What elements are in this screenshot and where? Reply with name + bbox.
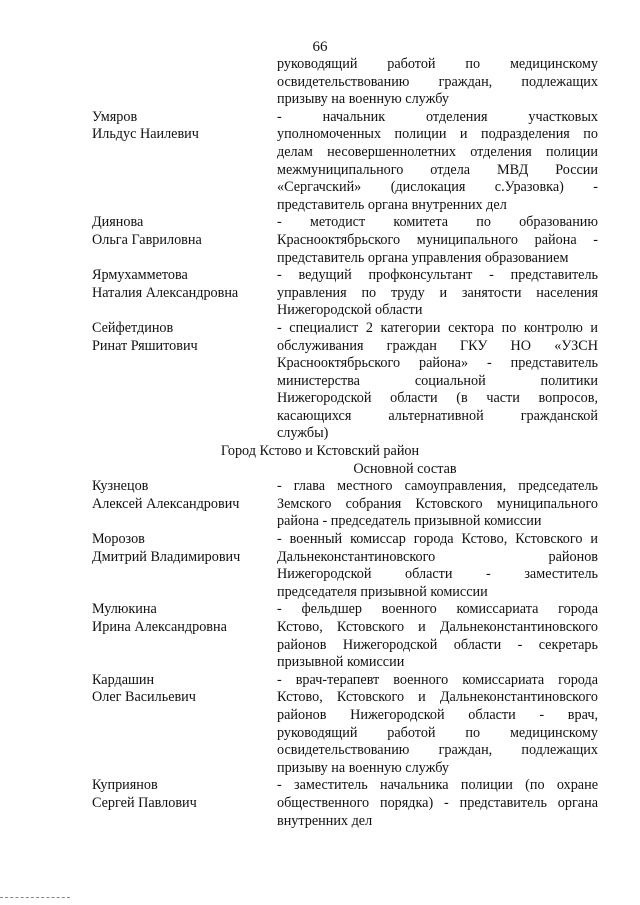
member-role: - заместитель начальника полиции (по охране общественного порядка) - представитель органа внутренних дел	[277, 777, 598, 829]
member-name: Куприянов Сергей Павлович	[92, 777, 197, 811]
member-entry	[92, 531, 598, 601]
bottom-divider	[0, 897, 70, 899]
member-entry	[92, 601, 598, 671]
member-role: - фельдшер военного комиссариата города Кстово, Кстовского и Дальнеконстантиновского районов Нижегородской области - секретарь призывной комиссии	[277, 601, 598, 671]
member-role: - врач-терапевт военного комиссариата города Кстово, Кстовского и Дальнеконстантиновского районов Нижегородской области - врач, руководящий работой по медицинскому освидетельствованию граждан, подлежащих призыву на военную службу	[277, 671, 598, 776]
member-name: Диянова Ольга Гавриловна	[92, 214, 202, 248]
member-role: - ведущий профконсультант - представитель управления по труду и занятости населения Нижегородской области	[277, 267, 598, 319]
section-subheading: Основной состав	[353, 460, 457, 477]
member-entry	[92, 320, 598, 443]
member-role: - методист комитета по образованию Краснооктябрьского муниципального района - представитель органа управления образованием	[277, 214, 598, 266]
member-role: - специалист 2 категории сектора по контролю и обслуживания граждан ГКУ НО «УЗСН Краснооктябрьского района» - представитель министерства социальной политики Нижегородской области (в части вопросов, касающихся альтернативной гражданской службы)	[277, 319, 598, 442]
member-name: Сейфетдинов Ринат Ряшитович	[92, 319, 198, 354]
member-name: Кузнецов Алексей Александрович	[92, 478, 240, 512]
member-name: Морозов Дмитрий Владимирович	[92, 531, 241, 565]
member-name: Кардашин Олег Васильевич	[92, 671, 196, 706]
entry-description: руководящий работой по медицинскому освидетельствованию граждан, подлежащих призыву на военную службу	[277, 56, 598, 108]
member-entry	[92, 777, 598, 830]
member-name: Ярмухамметова Наталия Александровна	[92, 267, 239, 301]
member-role: - глава местного самоуправления, председатель Земского собрания Кстовского муниципального района - председатель призывной комиссии	[277, 478, 598, 530]
member-role: - военный комиссар города Кстово, Кстовского и Дальнеконстантиновского районов Нижегородской области - заместитель председателя призывной комиссии	[277, 531, 598, 600]
member-role: - начальник отделения участковых уполномоченных полиции и подразделения по делам несовершеннолетних отделения полиции межмуниципального отдела МВД России «Сергачский» (дислокация с.Уразовка) - представитель органа внутренних дел	[277, 108, 598, 213]
continuation-entry	[92, 56, 598, 109]
member-entry	[92, 267, 598, 320]
member-entry	[92, 109, 598, 215]
page-number: 66	[312, 39, 328, 55]
member-name: Умяров Ильдус Наилевич	[92, 108, 199, 143]
member-entry	[92, 478, 598, 531]
member-entry	[92, 672, 598, 778]
commission-list	[92, 56, 598, 830]
section-heading: Город Кстово и Кстовский район	[220, 443, 420, 460]
member-entry	[92, 214, 598, 267]
member-name: Мулюкина Ирина Александровна	[92, 601, 227, 635]
